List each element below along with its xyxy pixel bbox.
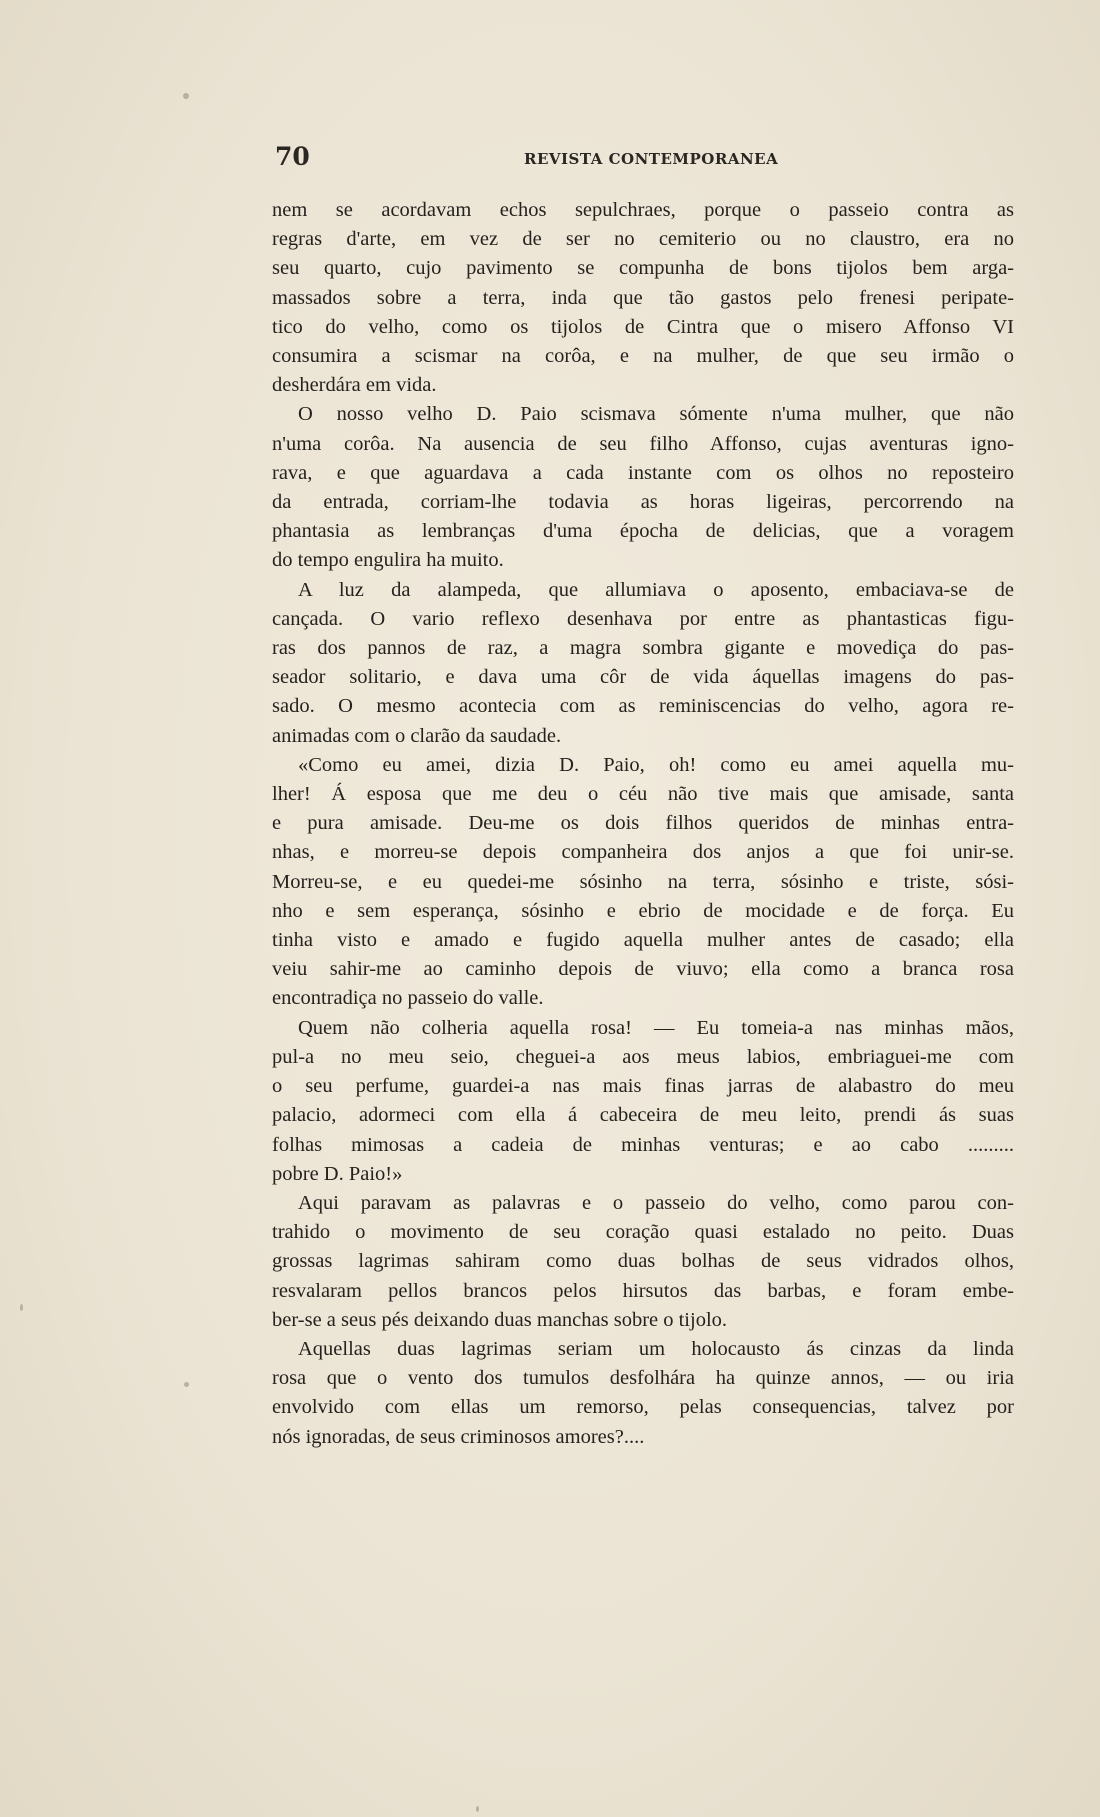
text-line: nhas, e morreu-se depois companheira dos anjos a que foi unir-se. <box>272 841 1014 864</box>
text-line: trahido o movimento de seu coração quasi estalado no peito. Duas <box>272 1221 1014 1244</box>
text-line: Aquellas duas lagrimas seriam um holocausto ás cinzas da linda <box>298 1337 1014 1360</box>
text-line: pobre D. Paio!» <box>272 1162 403 1185</box>
text-line: folhas mimosas a cadeia de minhas venturas; e ao cabo ......... <box>272 1133 1014 1156</box>
paragraph <box>272 576 1014 751</box>
text-line: Aqui paravam as palavras e o passeio do velho, como parou con- <box>298 1191 1014 1214</box>
text-line: «Como eu amei, dizia D. Paio, oh! como eu amei aquella mu- <box>298 753 1014 776</box>
text-line: tico do velho, como os tijolos de Cintra que o misero Affonso VI <box>272 315 1014 338</box>
text-line: do tempo engulira ha muito. <box>272 549 504 572</box>
text-line: cançada. O vario reflexo desenhava por entre as phantasticas figu- <box>272 607 1014 630</box>
text-line: da entrada, corriam-lhe todavia as horas ligeiras, percorrendo na <box>272 491 1014 514</box>
page-number: 70 <box>275 142 310 171</box>
text-line: seu quarto, cujo pavimento se compunha de bons tijolos bem arga- <box>272 257 1014 280</box>
text-line: grossas lagrimas sahiram como duas bolhas de seus vidrados olhos, <box>272 1250 1014 1273</box>
text-line: nho e sem esperança, sósinho e ebrio de mocidade e de força. Eu <box>272 899 1014 922</box>
text-line: consumira a scismar na corôa, e na mulher, de que seu irmão o <box>272 345 1014 368</box>
text-line: Morreu-se, e eu quedei-me sósinho na terra, sósinho e triste, sósi- <box>272 870 1014 893</box>
paragraph <box>272 1014 1014 1189</box>
paper-speck <box>20 1304 23 1311</box>
text-line: o seu perfume, guardei-a nas mais finas jarras de alabastro do meu <box>272 1075 1014 1098</box>
paper-speck <box>184 1382 189 1387</box>
text-line: ras dos pannos de raz, a magra sombra gigante e movediça do pas- <box>272 637 1014 660</box>
text-line: phantasia as lembranças d'uma épocha de delicias, que a voragem <box>272 520 1014 543</box>
text-line: rosa que o vento dos tumulos desfolhára ha quinze annos, — ou iria <box>272 1367 1014 1390</box>
text-line: rava, e que aguardava a cada instante com os olhos no reposteiro <box>272 461 1014 484</box>
text-line: e pura amisade. Deu-me os dois filhos queridos de minhas entra- <box>272 812 1014 835</box>
text-line: animadas com o clarão da saudade. <box>272 724 562 747</box>
page-header <box>275 142 779 178</box>
paper-speck <box>476 1806 479 1812</box>
paragraph <box>272 196 1014 400</box>
text-line: nós ignoradas, de seus criminosos amores?.... <box>272 1425 645 1448</box>
text-line: tinha visto e amado e fugido aquella mulher antes de casado; ella <box>272 929 1014 952</box>
paragraph <box>272 751 1014 1014</box>
text-line: nem se acordavam echos sepulchraes, porque o passeio contra as <box>272 199 1014 221</box>
text-line: sado. O mesmo acontecia com as reminiscencias do velho, agora re- <box>272 695 1014 718</box>
text-line: pul-a no meu seio, cheguei-a aos meus labios, embriaguei-me com <box>272 1045 1014 1068</box>
text-line: encontradiça no passeio do valle. <box>272 987 544 1010</box>
paragraph <box>272 1335 1014 1452</box>
text-line: lher! Á esposa que me deu o céu não tive mais que amisade, santa <box>272 783 1014 806</box>
text-line: veiu sahir-me ao caminho depois de viuvo; ella como a branca rosa <box>272 958 1014 981</box>
paragraph <box>272 400 1014 575</box>
text-line: palacio, adormeci com ella á cabeceira de meu leito, prendi ás suas <box>272 1104 1014 1127</box>
paper-speck <box>183 93 189 99</box>
text-line: O nosso velho D. Paio scismava sómente n'uma mulher, que não <box>298 403 1014 426</box>
running-head: REVISTA CONTEMPORANEA <box>524 150 779 168</box>
text-line: massados sobre a terra, inda que tão gastos pelo frenesi peripate- <box>272 286 1014 309</box>
text-line: desherdára em vida. <box>272 374 437 397</box>
text-line: regras d'arte, em vez de ser no cemiterio ou no claustro, era no <box>272 228 1014 251</box>
text-line: resvalaram pellos brancos pelos hirsutos das barbas, e foram embe- <box>272 1279 1014 1302</box>
paragraph <box>272 1189 1014 1335</box>
body-text <box>272 196 1014 1452</box>
text-line: envolvido com ellas um remorso, pelas consequencias, talvez por <box>272 1396 1014 1419</box>
text-line: Quem não colheria aquella rosa! — Eu tomeia-a nas minhas mãos, <box>298 1016 1014 1039</box>
text-line: A luz da alampeda, que allumiava o aposento, embaciava-se de <box>298 578 1014 601</box>
text-line: ber-se a seus pés deixando duas manchas sobre o tijolo. <box>272 1308 728 1331</box>
text-line: seador solitario, e dava uma côr de vida áquellas imagens do pas- <box>272 666 1014 689</box>
text-line: n'uma corôa. Na ausencia de seu filho Affonso, cujas aventuras igno- <box>272 432 1014 455</box>
